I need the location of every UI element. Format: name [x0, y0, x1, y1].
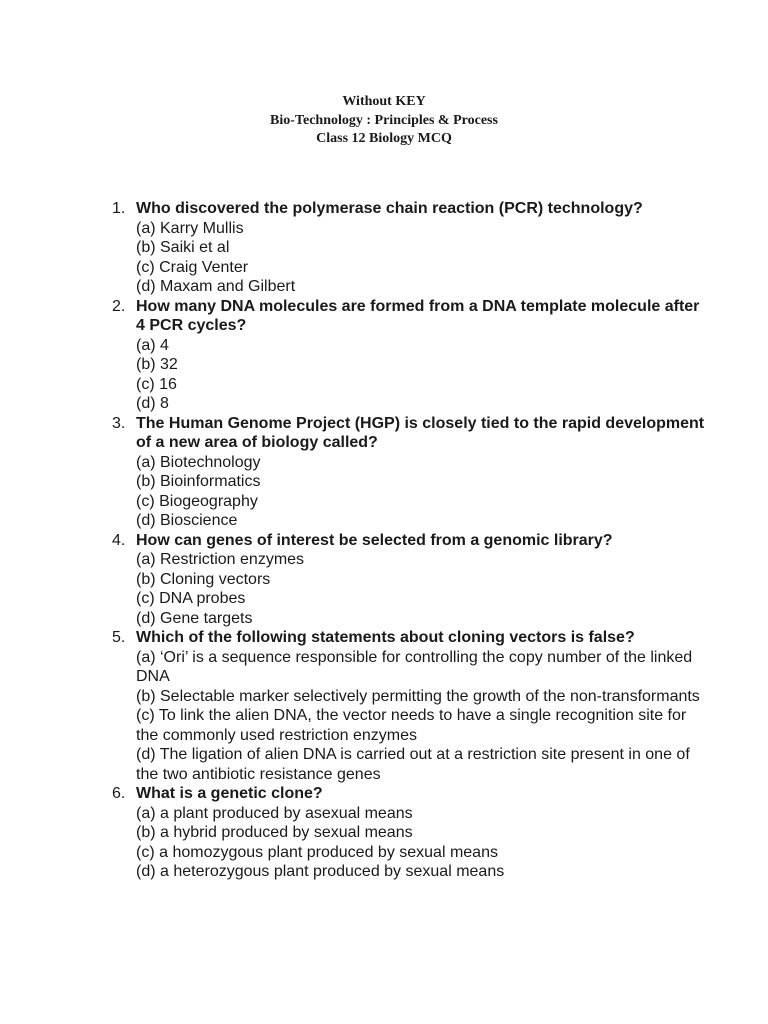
option-b: (b) a hybrid produced by sexual means [136, 824, 413, 841]
option-list [136, 336, 706, 414]
class-subject-line: Class 12 Biology MCQ [316, 131, 452, 146]
question-item [106, 784, 706, 882]
option-d: (d) 8 [136, 395, 169, 412]
option-list [136, 550, 706, 628]
option-b: (b) Selectable marker selectively permitting the growth of the non-transformants [136, 687, 700, 705]
question-item [106, 297, 706, 414]
option-d: (d) a heterozygous plant produced by sexual means [136, 863, 505, 880]
option-d: (d) Bioscience [136, 512, 238, 529]
option-a: (a) ‘Ori’ is a sequence responsible for controlling the copy number of the linked DNA [136, 648, 693, 685]
question-text: Who discovered the polymerase chain reaction (PCR) technology? [136, 200, 643, 217]
option-b: (b) Cloning vectors [136, 570, 271, 588]
option-b: (b) Bioinformatics [136, 473, 261, 490]
question-list [106, 199, 706, 882]
question-item [106, 199, 706, 297]
option-list [136, 804, 706, 882]
question-item [106, 628, 706, 784]
option-a: (a) Biotechnology [136, 453, 261, 471]
question-text: How many DNA molecules are formed from a DNA template molecule after 4 PCR cycles? [136, 297, 700, 334]
option-a: (a) a plant produced by asexual means [136, 804, 413, 822]
option-d: (d) The ligation of alien DNA is carried out at a restriction site present in one of the two antibiotic resistance genes [136, 746, 690, 783]
question-text: How can genes of interest be selected from a genomic library? [136, 531, 613, 549]
question-number: 3. [112, 414, 126, 432]
option-a: (a) Restriction enzymes [136, 551, 305, 568]
key-status-line: Without KEY [342, 94, 426, 109]
option-c: (c) To link the alien DNA, the vector needs to have a single recognition site for the commonly used restriction enzymes [136, 707, 687, 744]
option-c: (c) a homozygous plant produced by sexual means [136, 843, 498, 861]
option-c: (c) Craig Venter [136, 258, 249, 276]
question-item [106, 414, 706, 531]
option-b: (b) Saiki et al [136, 239, 230, 256]
question-text: The Human Genome Project (HGP) is closely tied to the rapid development of a new area of biology called? [136, 414, 705, 451]
question-number: 6. [112, 785, 126, 802]
option-list [136, 648, 706, 785]
question-text: What is a genetic clone? [136, 785, 323, 802]
chapter-title: Bio-Technology : Principles & Process [270, 112, 498, 128]
option-c: (c) 16 [136, 375, 177, 393]
question-number: 4. [112, 531, 126, 549]
option-c: (c) DNA probes [136, 590, 246, 607]
option-list [136, 453, 706, 531]
question-text: Which of the following statements about cloning vectors is false? [136, 629, 635, 646]
question-number: 1. [112, 200, 126, 217]
document-header [0, 93, 768, 149]
question-number: 2. [112, 297, 126, 315]
option-a: (a) 4 [136, 336, 169, 354]
option-a: (a) Karry Mullis [136, 219, 244, 237]
question-number: 5. [112, 629, 126, 646]
option-c: (c) Biogeography [136, 492, 258, 510]
option-d: (d) Gene targets [136, 609, 253, 627]
option-d: (d) Maxam and Gilbert [136, 278, 296, 295]
question-item [106, 531, 706, 629]
option-b: (b) 32 [136, 356, 178, 373]
option-list [136, 219, 706, 297]
